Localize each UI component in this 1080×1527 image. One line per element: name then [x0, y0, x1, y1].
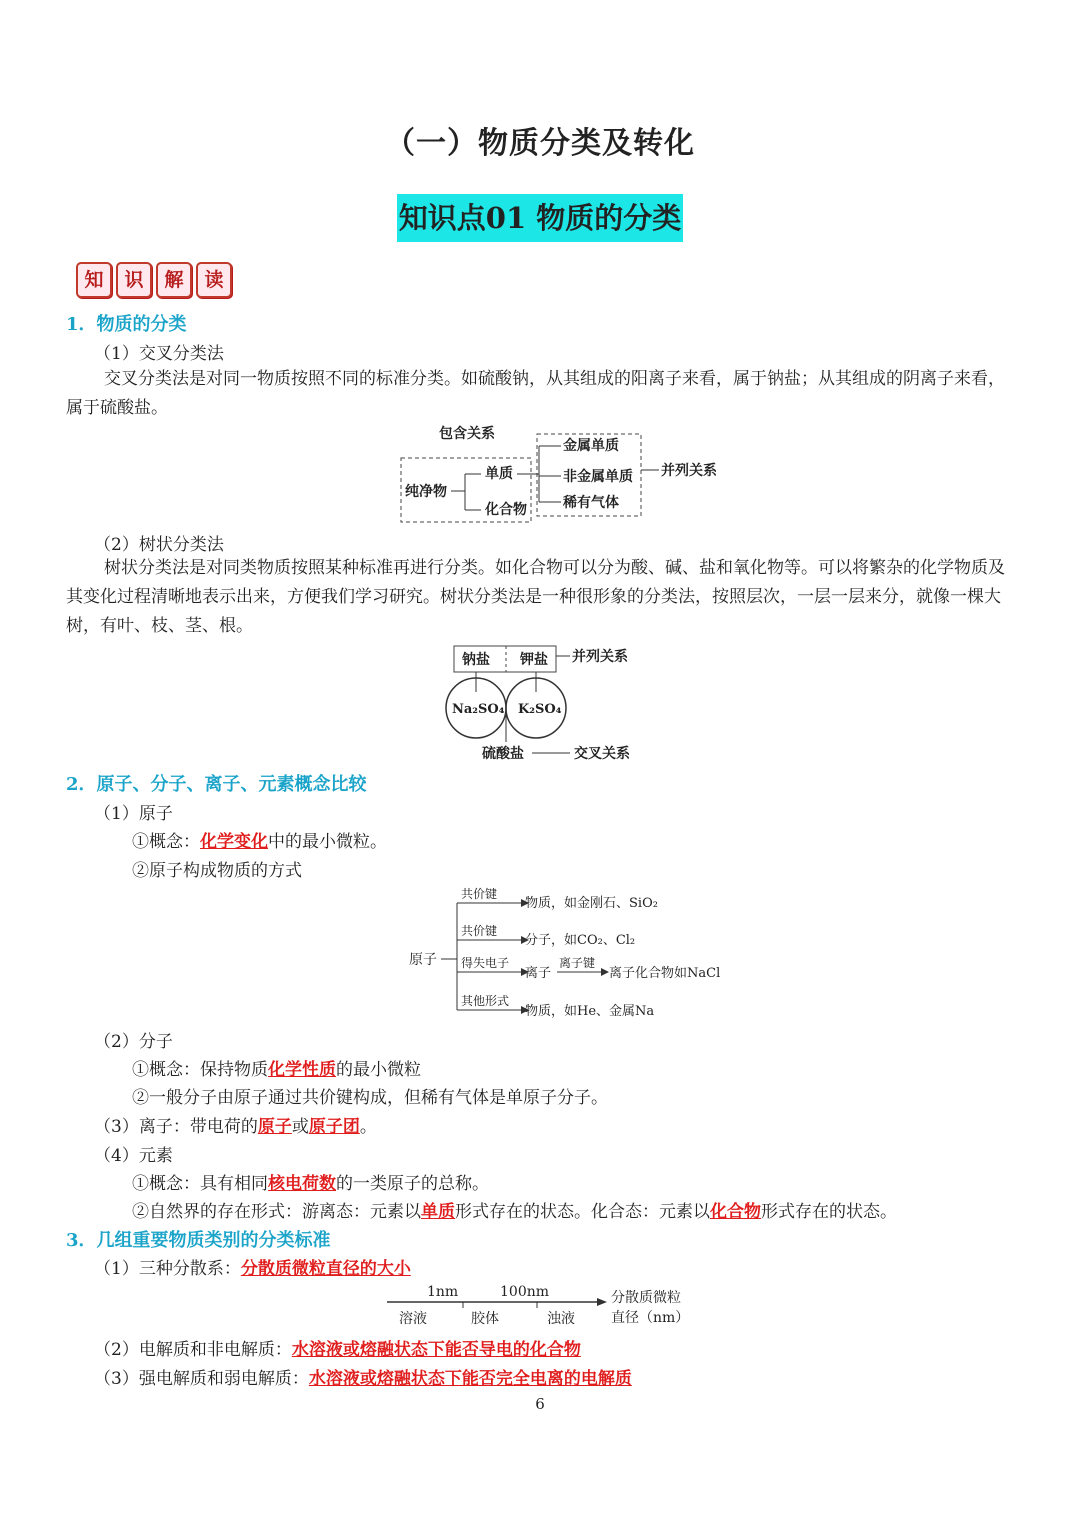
svg-text:分散质微粒: 分散质微粒 — [611, 1290, 681, 1306]
section-heading: 2．原子、分子、离子、元素概念比较 — [66, 774, 367, 795]
section-heading: 3．几组重要物质类别的分类标准 — [66, 1230, 331, 1251]
text-line: ①概念：具有相同核电荷数的一类原子的总称。 — [132, 1174, 489, 1194]
svg-text:物质，如金刚石、SiO₂: 物质，如金刚石、SiO₂ — [525, 896, 658, 911]
text-line: （1）三种分散系：分散质微粒直径的大小 — [94, 1259, 411, 1279]
svg-text:化合物: 化合物 — [485, 502, 527, 518]
svg-text:直径（nm）: 直径（nm） — [611, 1310, 690, 1326]
svg-text:其他形式: 其他形式 — [461, 994, 510, 1008]
badge-char: 读 — [196, 262, 232, 298]
knowledge-point-banner: 知识点01 物质的分类 — [397, 194, 683, 242]
svg-text:并列关系: 并列关系 — [572, 649, 628, 665]
paragraph: 树状分类法是对同类物质按照某种标准再进行分类。如化合物可以分为酸、碱、盐和氧化物等。可以将繁杂的化学物质及其变化过程清晰地表示出来，方便我们学习研究。树状分类法是一种很形象的分类法，按照层次，一层一层来分，就像一棵大树，有叶、枝、茎、根。 — [66, 558, 1005, 636]
svg-text:分子，如CO₂、Cl₂: 分子，如CO₂、Cl₂ — [525, 933, 636, 948]
svg-text:物质，如He、金属Na: 物质，如He、金属Na — [525, 1004, 655, 1019]
text-line: ②一般分子由原子通过共价键构成，但稀有气体是单原子分子。 — [132, 1088, 608, 1108]
text-line: ②自然界的存在形式：游离态：元素以单质形式存在的状态。化合态：元素以化合物形式存在的状态。 — [132, 1202, 897, 1222]
page-title: （一）物质分类及转化 — [385, 126, 695, 161]
cross-classification-diagram — [395, 420, 735, 528]
svg-text:交叉关系: 交叉关系 — [574, 746, 630, 762]
svg-text:离子化合物如NaCl: 离子化合物如NaCl — [609, 966, 721, 981]
svg-text:离子: 离子 — [525, 966, 552, 981]
svg-text:稀有气体: 稀有气体 — [563, 495, 619, 511]
paragraph: 交叉分类法是对同一物质按照不同的标准分类。如硫酸钠，从其组成的阳离子来看，属于钠盐；从其组成的阴离子来看，属于硫酸盐。 — [66, 369, 1005, 418]
subheading: （2）树状分类法 — [94, 535, 224, 555]
svg-text:100nm: 100nm — [500, 1284, 550, 1300]
svg-text:钠盐: 钠盐 — [462, 652, 490, 668]
badge-knowledge-reading — [76, 262, 232, 298]
svg-text:单质: 单质 — [485, 466, 513, 482]
dispersion-axis-diagram — [385, 1278, 705, 1330]
text-line: ②原子构成物质的方式 — [132, 861, 302, 881]
atom-structure-diagram — [405, 884, 745, 1024]
svg-text:共价键: 共价键 — [461, 887, 498, 901]
text-line: （3）离子：带电荷的原子或原子团。 — [94, 1117, 377, 1137]
svg-text:胶体: 胶体 — [471, 1311, 499, 1327]
svg-text:金属单质: 金属单质 — [563, 438, 619, 454]
svg-text:溶液: 溶液 — [399, 1311, 427, 1327]
subheading: （1）交叉分类法 — [94, 344, 224, 364]
text-line: ①概念：化学变化中的最小微粒。 — [132, 832, 387, 852]
subheading: （2）分子 — [94, 1032, 173, 1052]
svg-text:K₂SO₄: K₂SO₄ — [518, 702, 562, 717]
tree-classification-diagram — [440, 642, 670, 766]
badge-char: 解 — [156, 262, 192, 298]
text-line: （3）强电解质和弱电解质：水溶液或熔融状态下能否完全电离的电解质 — [94, 1369, 632, 1389]
svg-text:钾盐: 钾盐 — [520, 652, 548, 668]
svg-text:得失电子: 得失电子 — [461, 956, 510, 970]
section-heading: 1．物质的分类 — [66, 314, 187, 335]
svg-text:纯净物: 纯净物 — [405, 484, 447, 500]
page-number: 6 — [535, 1395, 545, 1413]
svg-text:浊液: 浊液 — [547, 1311, 575, 1327]
svg-text:共价键: 共价键 — [461, 924, 498, 938]
svg-text:Na₂SO₄: Na₂SO₄ — [452, 702, 505, 717]
badge-char: 知 — [76, 262, 112, 298]
badge-char: 识 — [116, 262, 152, 298]
subheading: （4）元素 — [94, 1146, 173, 1166]
subheading: （1）原子 — [94, 804, 173, 824]
svg-text:硫酸盐: 硫酸盐 — [482, 746, 524, 762]
svg-text:离子键: 离子键 — [559, 956, 596, 970]
svg-text:并列关系: 并列关系 — [661, 463, 717, 479]
text-line: （2）电解质和非电解质：水溶液或熔融状态下能否导电的化合物 — [94, 1340, 581, 1360]
svg-text:非金属单质: 非金属单质 — [563, 469, 633, 485]
svg-text:原子: 原子 — [409, 952, 437, 968]
text-line: ①概念：保持物质化学性质的最小微粒 — [132, 1060, 421, 1080]
diagram-label: 包含关系 — [439, 426, 495, 442]
svg-text:1nm: 1nm — [427, 1284, 459, 1300]
